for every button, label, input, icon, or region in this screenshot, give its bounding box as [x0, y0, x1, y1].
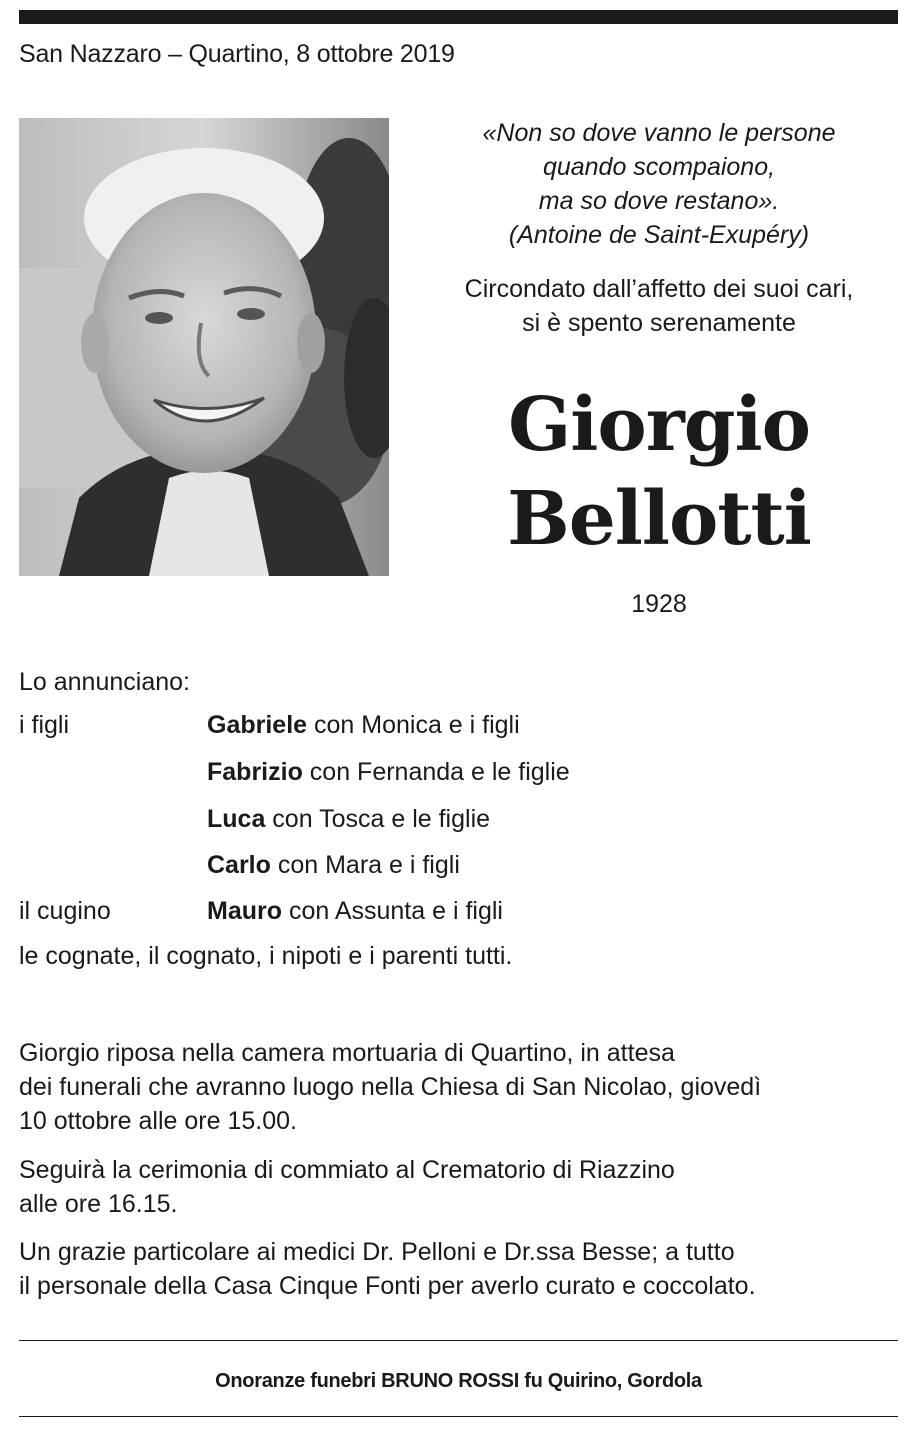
relative-entry [207, 894, 503, 928]
quote-line: «Non so dove vanno le persone [482, 119, 836, 147]
quote-line: ma so dove restano». [538, 187, 780, 215]
relative-detail: con Mara e i figli [270, 851, 460, 879]
portrait-photo [19, 118, 389, 576]
thanks-paragraph [19, 1235, 899, 1303]
relative-entry [207, 802, 490, 836]
relative-entry [207, 755, 570, 789]
paragraph-line: Un grazie particolare ai medici Dr. Pelloni e Dr.ssa Besse; a tutto [19, 1238, 735, 1266]
divider [19, 1416, 898, 1417]
relative-name: Mauro [207, 897, 282, 925]
quote-author: (Antoine de Saint-Exupéry) [508, 221, 810, 249]
intro-text [420, 272, 898, 340]
paragraph-line: il personale della Casa Cinque Fonti per averlo curato e coccolato. [19, 1272, 756, 1300]
relation-label: il cugino [19, 897, 111, 925]
relative-entry [207, 708, 520, 742]
funeral-paragraph [19, 1036, 899, 1138]
relative-detail: con Assunta e i figli [282, 897, 503, 925]
paragraph-line: Giorgio riposa nella camera mortuaria di Quartino, in attesa [19, 1039, 675, 1067]
birth-year: 1928 [631, 590, 687, 618]
footer-prefix: Onoranze funebri [215, 1370, 382, 1392]
other-relatives: le cognate, il cognato, i nipoti e i parenti tutti. [19, 942, 513, 970]
relative-name: Carlo [207, 851, 271, 879]
paragraph-line: dei funerali che avranno luogo nella Chiesa di San Nicolao, giovedì [19, 1073, 762, 1101]
funeral-home-name: BRUNO ROSSI [381, 1370, 519, 1392]
deceased-name [420, 378, 898, 566]
quote [420, 116, 898, 252]
first-name: Giorgio [508, 382, 810, 468]
paragraph-line: 10 ottobre alle ore 15.00. [19, 1107, 297, 1135]
relative-detail: con Monica e i figli [307, 711, 520, 739]
last-name: Bellotti [507, 476, 811, 562]
intro-line: Circondato dall’affetto dei suoi cari, [464, 275, 854, 303]
relative-name: Fabrizio [207, 758, 303, 786]
relative-name: Gabriele [207, 711, 308, 739]
paragraph-line: Seguirà la cerimonia di commiato al Crematorio di Riazzino [19, 1156, 675, 1184]
intro-line: si è spento serenamente [522, 309, 796, 337]
relation-label: i figli [19, 711, 70, 739]
relative-entry [207, 848, 460, 882]
cremation-paragraph [19, 1153, 899, 1221]
paragraph-line: alle ore 16.15. [19, 1190, 178, 1218]
footer-suffix: fu Quirino, Gordola [518, 1370, 702, 1392]
announcement-heading: Lo annunciano: [19, 668, 190, 696]
top-rule [19, 10, 898, 24]
quote-line: quando scompaiono, [542, 153, 776, 181]
relative-detail: con Fernanda e le figlie [302, 758, 570, 786]
funeral-home-credit [19, 1370, 898, 1393]
relative-detail: con Tosca e le figlie [265, 805, 491, 833]
divider [19, 1340, 898, 1341]
relative-name: Luca [207, 805, 266, 833]
place-date: San Nazzaro – Quartino, 8 ottobre 2019 [19, 40, 455, 68]
